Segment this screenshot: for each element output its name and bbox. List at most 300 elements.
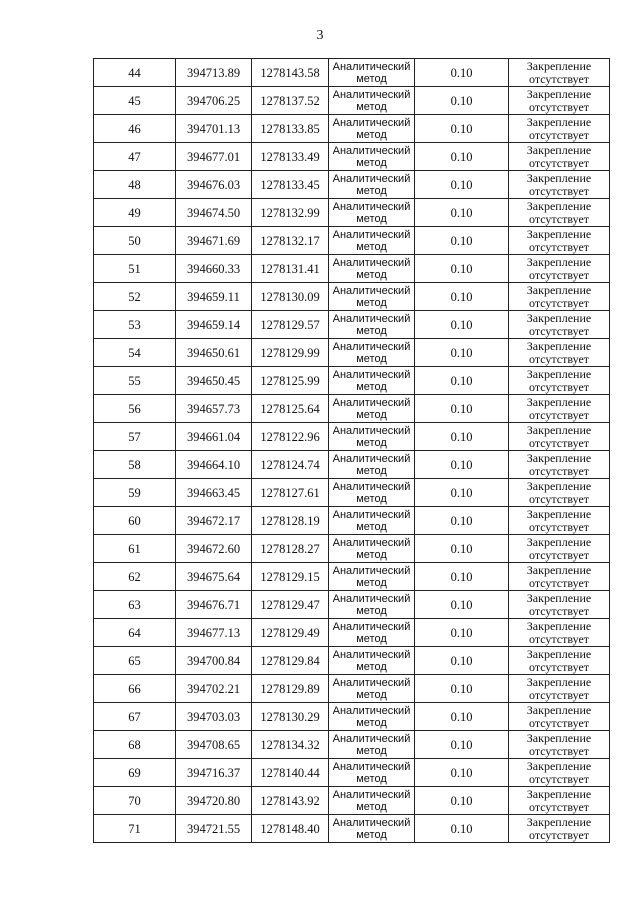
fixation-text: отсутствует (528, 183, 590, 198)
fixation-text: отсутствует (528, 491, 590, 506)
accuracy-cell: 0.10 (415, 787, 509, 815)
method-text: метод (356, 632, 387, 645)
fixation-cell (509, 255, 610, 283)
method-cell (329, 255, 415, 283)
fixation-text: Закрепление (526, 478, 592, 493)
accuracy-cell: 0.10 (415, 731, 509, 759)
fixation-text: отсутствует (528, 799, 590, 814)
fixation-text: отсутствует (528, 463, 590, 478)
fixation-cell (509, 703, 610, 731)
method-cell (329, 759, 415, 787)
method-text: Аналитический (332, 788, 411, 801)
method-text: метод (356, 296, 387, 309)
method-cell (329, 507, 415, 535)
fixation-cell (509, 563, 610, 591)
accuracy-cell: 0.10 (415, 367, 509, 395)
point-number-cell: 63 (94, 591, 176, 619)
method-text: Аналитический (332, 256, 411, 269)
x-coordinate-cell: 394672.60 (176, 535, 252, 563)
method-text: метод (356, 156, 387, 169)
y-coordinate-cell: 1278130.29 (252, 703, 329, 731)
x-coordinate-cell: 394677.13 (176, 619, 252, 647)
y-coordinate-cell: 1278143.58 (252, 59, 329, 87)
method-text: метод (356, 352, 387, 365)
x-coordinate-cell: 394661.04 (176, 423, 252, 451)
method-text: Аналитический (332, 732, 411, 745)
table-row (94, 367, 610, 395)
fixation-text: Закрепление (526, 786, 592, 801)
accuracy-cell: 0.10 (415, 255, 509, 283)
y-coordinate-cell: 1278129.57 (252, 311, 329, 339)
method-text: Аналитический (332, 760, 411, 773)
fixation-text: Закрепление (526, 702, 592, 717)
fixation-text: отсутствует (528, 267, 590, 282)
y-coordinate-cell: 1278124.74 (252, 451, 329, 479)
point-number-cell: 53 (94, 311, 176, 339)
method-text: Аналитический (332, 424, 411, 437)
method-text: метод (356, 324, 387, 337)
accuracy-cell: 0.10 (415, 59, 509, 87)
method-text: Аналитический (332, 60, 411, 73)
fixation-text: Закрепление (526, 254, 592, 269)
method-text: Аналитический (332, 88, 411, 101)
accuracy-cell: 0.10 (415, 479, 509, 507)
method-cell (329, 675, 415, 703)
point-number-cell: 59 (94, 479, 176, 507)
fixation-text: Закрепление (526, 86, 592, 101)
accuracy-cell: 0.10 (415, 115, 509, 143)
method-text: Аналитический (332, 648, 411, 661)
method-cell (329, 591, 415, 619)
page-number: 3 (316, 28, 324, 43)
fixation-cell (509, 395, 610, 423)
x-coordinate-cell: 394701.13 (176, 115, 252, 143)
fixation-text: Закрепление (526, 366, 592, 381)
fixation-cell (509, 647, 610, 675)
fixation-text: Закрепление (526, 590, 592, 605)
fixation-text: отсутствует (528, 743, 590, 758)
method-text: метод (356, 436, 387, 449)
x-coordinate-cell: 394674.50 (176, 199, 252, 227)
y-coordinate-cell: 1278129.47 (252, 591, 329, 619)
y-coordinate-cell: 1278140.44 (252, 759, 329, 787)
method-text: Аналитический (332, 592, 411, 605)
y-coordinate-cell: 1278129.15 (252, 563, 329, 591)
method-text: метод (356, 688, 387, 701)
fixation-text: Закрепление (526, 58, 592, 73)
point-number-cell: 70 (94, 787, 176, 815)
fixation-cell (509, 507, 610, 535)
accuracy-cell: 0.10 (415, 647, 509, 675)
fixation-text: отсутствует (528, 155, 590, 170)
table-row (94, 535, 610, 563)
fixation-cell (509, 283, 610, 311)
y-coordinate-cell: 1278125.64 (252, 395, 329, 423)
method-text: Аналитический (332, 480, 411, 493)
fixation-cell (509, 423, 610, 451)
method-text: Аналитический (332, 368, 411, 381)
point-number-cell: 49 (94, 199, 176, 227)
accuracy-cell: 0.10 (415, 759, 509, 787)
fixation-text: отсутствует (528, 631, 590, 646)
method-text: Аналитический (332, 172, 411, 185)
table-row (94, 311, 610, 339)
point-number-cell: 55 (94, 367, 176, 395)
fixation-cell (509, 171, 610, 199)
accuracy-cell: 0.10 (415, 87, 509, 115)
y-coordinate-cell: 1278133.49 (252, 143, 329, 171)
fixation-text: отсутствует (528, 407, 590, 422)
fixation-text: отсутствует (528, 547, 590, 562)
x-coordinate-cell: 394650.61 (176, 339, 252, 367)
method-text: Аналитический (332, 564, 411, 577)
point-number-cell: 67 (94, 703, 176, 731)
fixation-text: Закрепление (526, 338, 592, 353)
accuracy-cell: 0.10 (415, 591, 509, 619)
fixation-cell (509, 759, 610, 787)
accuracy-cell: 0.10 (415, 619, 509, 647)
point-number-cell: 60 (94, 507, 176, 535)
x-coordinate-cell: 394676.71 (176, 591, 252, 619)
x-coordinate-cell: 394659.11 (176, 283, 252, 311)
fixation-text: отсутствует (528, 211, 590, 226)
y-coordinate-cell: 1278129.49 (252, 619, 329, 647)
point-number-cell: 45 (94, 87, 176, 115)
x-coordinate-cell: 394700.84 (176, 647, 252, 675)
fixation-cell (509, 591, 610, 619)
fixation-text: отсутствует (528, 323, 590, 338)
method-text: Аналитический (332, 620, 411, 633)
coordinates-table (93, 58, 610, 843)
method-text: метод (356, 268, 387, 281)
accuracy-cell: 0.10 (415, 311, 509, 339)
y-coordinate-cell: 1278128.19 (252, 507, 329, 535)
method-text: метод (356, 800, 387, 813)
y-coordinate-cell: 1278129.99 (252, 339, 329, 367)
fixation-text: отсутствует (528, 827, 590, 842)
fixation-text: Закрепление (526, 618, 592, 633)
y-coordinate-cell: 1278133.45 (252, 171, 329, 199)
y-coordinate-cell: 1278137.52 (252, 87, 329, 115)
fixation-text: отсутствует (528, 379, 590, 394)
y-coordinate-cell: 1278148.40 (252, 815, 329, 843)
fixation-text: отсутствует (528, 295, 590, 310)
method-text: Аналитический (332, 508, 411, 521)
fixation-text: отсутствует (528, 239, 590, 254)
table-row (94, 675, 610, 703)
point-number-cell: 65 (94, 647, 176, 675)
y-coordinate-cell: 1278129.89 (252, 675, 329, 703)
table-row (94, 619, 610, 647)
point-number-cell: 44 (94, 59, 176, 87)
fixation-cell (509, 479, 610, 507)
coordinates-table-body (94, 59, 610, 843)
accuracy-cell: 0.10 (415, 563, 509, 591)
fixation-cell (509, 535, 610, 563)
fixation-cell (509, 87, 610, 115)
method-cell (329, 59, 415, 87)
fixation-cell (509, 339, 610, 367)
method-cell (329, 731, 415, 759)
fixation-cell (509, 59, 610, 87)
method-text: метод (356, 576, 387, 589)
fixation-text: Закрепление (526, 422, 592, 437)
method-text: метод (356, 716, 387, 729)
fixation-text: отсутствует (528, 351, 590, 366)
table-row (94, 563, 610, 591)
x-coordinate-cell: 394716.37 (176, 759, 252, 787)
point-number-cell: 68 (94, 731, 176, 759)
method-cell (329, 535, 415, 563)
method-cell (329, 311, 415, 339)
x-coordinate-cell: 394664.10 (176, 451, 252, 479)
fixation-cell (509, 731, 610, 759)
method-text: Аналитический (332, 200, 411, 213)
point-number-cell: 71 (94, 815, 176, 843)
method-cell (329, 423, 415, 451)
fixation-text: Закрепление (526, 562, 592, 577)
y-coordinate-cell: 1278132.17 (252, 227, 329, 255)
fixation-text: отсутствует (528, 659, 590, 674)
fixation-text: отсутствует (528, 687, 590, 702)
accuracy-cell: 0.10 (415, 171, 509, 199)
method-cell (329, 619, 415, 647)
method-text: Аналитический (332, 816, 411, 829)
table-row (94, 199, 610, 227)
fixation-text: Закрепление (526, 282, 592, 297)
table-row (94, 423, 610, 451)
x-coordinate-cell: 394663.45 (176, 479, 252, 507)
method-text: метод (356, 660, 387, 673)
y-coordinate-cell: 1278131.41 (252, 255, 329, 283)
method-text: метод (356, 380, 387, 393)
point-number-cell: 66 (94, 675, 176, 703)
method-cell (329, 339, 415, 367)
fixation-text: отсутствует (528, 435, 590, 450)
fixation-cell (509, 227, 610, 255)
table-row (94, 227, 610, 255)
method-cell (329, 479, 415, 507)
method-cell (329, 227, 415, 255)
x-coordinate-cell: 394702.21 (176, 675, 252, 703)
table-row (94, 59, 610, 87)
x-coordinate-cell: 394676.03 (176, 171, 252, 199)
accuracy-cell: 0.10 (415, 199, 509, 227)
method-cell (329, 199, 415, 227)
table-row (94, 591, 610, 619)
table-row (94, 283, 610, 311)
method-text: метод (356, 240, 387, 253)
fixation-cell (509, 619, 610, 647)
method-cell (329, 703, 415, 731)
method-cell (329, 143, 415, 171)
fixation-cell (509, 787, 610, 815)
fixation-cell (509, 311, 610, 339)
point-number-cell: 61 (94, 535, 176, 563)
fixation-text: отсутствует (528, 127, 590, 142)
point-number-cell: 62 (94, 563, 176, 591)
fixation-text: отсутствует (528, 99, 590, 114)
method-cell (329, 367, 415, 395)
accuracy-cell: 0.10 (415, 815, 509, 843)
method-text: метод (356, 548, 387, 561)
method-text: Аналитический (332, 284, 411, 297)
y-coordinate-cell: 1278130.09 (252, 283, 329, 311)
accuracy-cell: 0.10 (415, 451, 509, 479)
point-number-cell: 56 (94, 395, 176, 423)
table-row (94, 507, 610, 535)
accuracy-cell: 0.10 (415, 703, 509, 731)
x-coordinate-cell: 394708.65 (176, 731, 252, 759)
fixation-text: Закрепление (526, 198, 592, 213)
accuracy-cell: 0.10 (415, 227, 509, 255)
method-text: метод (356, 408, 387, 421)
table-row (94, 759, 610, 787)
y-coordinate-cell: 1278125.99 (252, 367, 329, 395)
y-coordinate-cell: 1278132.99 (252, 199, 329, 227)
fixation-text: отсутствует (528, 71, 590, 86)
x-coordinate-cell: 394677.01 (176, 143, 252, 171)
method-text: метод (356, 184, 387, 197)
method-text: метод (356, 520, 387, 533)
method-text: метод (356, 72, 387, 85)
fixation-text: отсутствует (528, 519, 590, 534)
method-text: Аналитический (332, 116, 411, 129)
table-row (94, 143, 610, 171)
fixation-text: Закрепление (526, 674, 592, 689)
fixation-text: Закрепление (526, 814, 592, 829)
accuracy-cell: 0.10 (415, 535, 509, 563)
x-coordinate-cell: 394659.14 (176, 311, 252, 339)
table-row (94, 255, 610, 283)
method-cell (329, 563, 415, 591)
point-number-cell: 64 (94, 619, 176, 647)
fixation-text: Закрепление (526, 534, 592, 549)
x-coordinate-cell: 394657.73 (176, 395, 252, 423)
method-text: Аналитический (332, 676, 411, 689)
method-cell (329, 451, 415, 479)
table-row (94, 171, 610, 199)
fixation-text: Закрепление (526, 142, 592, 157)
table-row (94, 815, 610, 843)
method-text: метод (356, 212, 387, 225)
method-text: метод (356, 492, 387, 505)
method-cell (329, 283, 415, 311)
fixation-text: Закрепление (526, 506, 592, 521)
x-coordinate-cell: 394671.69 (176, 227, 252, 255)
method-text: Аналитический (332, 228, 411, 241)
fixation-text: Закрепление (526, 226, 592, 241)
fixation-text: Закрепление (526, 758, 592, 773)
method-text: метод (356, 128, 387, 141)
accuracy-cell: 0.10 (415, 507, 509, 535)
method-cell (329, 87, 415, 115)
table-row (94, 87, 610, 115)
fixation-cell (509, 367, 610, 395)
accuracy-cell: 0.10 (415, 423, 509, 451)
fixation-cell (509, 815, 610, 843)
table-row (94, 479, 610, 507)
x-coordinate-cell: 394672.17 (176, 507, 252, 535)
fixation-text: отсутствует (528, 603, 590, 618)
y-coordinate-cell: 1278129.84 (252, 647, 329, 675)
accuracy-cell: 0.10 (415, 675, 509, 703)
y-coordinate-cell: 1278133.85 (252, 115, 329, 143)
fixation-text: Закрепление (526, 394, 592, 409)
table-row (94, 451, 610, 479)
accuracy-cell: 0.10 (415, 283, 509, 311)
method-text: метод (356, 604, 387, 617)
x-coordinate-cell: 394650.45 (176, 367, 252, 395)
point-number-cell: 51 (94, 255, 176, 283)
point-number-cell: 54 (94, 339, 176, 367)
table-row (94, 395, 610, 423)
method-text: Аналитический (332, 396, 411, 409)
point-number-cell: 47 (94, 143, 176, 171)
y-coordinate-cell: 1278122.96 (252, 423, 329, 451)
method-cell (329, 395, 415, 423)
point-number-cell: 46 (94, 115, 176, 143)
fixation-cell (509, 675, 610, 703)
accuracy-cell: 0.10 (415, 339, 509, 367)
point-number-cell: 50 (94, 227, 176, 255)
method-text: метод (356, 744, 387, 757)
point-number-cell: 69 (94, 759, 176, 787)
method-text: метод (356, 100, 387, 113)
method-text: метод (356, 772, 387, 785)
y-coordinate-cell: 1278128.27 (252, 535, 329, 563)
fixation-text: Закрепление (526, 114, 592, 129)
table-row (94, 731, 610, 759)
x-coordinate-cell: 394703.03 (176, 703, 252, 731)
fixation-text: Закрепление (526, 310, 592, 325)
x-coordinate-cell: 394721.55 (176, 815, 252, 843)
point-number-cell: 57 (94, 423, 176, 451)
fixation-cell (509, 199, 610, 227)
method-cell (329, 171, 415, 199)
method-text: Аналитический (332, 340, 411, 353)
accuracy-cell: 0.10 (415, 143, 509, 171)
y-coordinate-cell: 1278143.92 (252, 787, 329, 815)
point-number-cell: 58 (94, 451, 176, 479)
method-text: Аналитический (332, 704, 411, 717)
y-coordinate-cell: 1278134.32 (252, 731, 329, 759)
fixation-cell (509, 115, 610, 143)
fixation-cell (509, 143, 610, 171)
x-coordinate-cell: 394660.33 (176, 255, 252, 283)
accuracy-cell: 0.10 (415, 395, 509, 423)
point-number-cell: 48 (94, 171, 176, 199)
method-cell (329, 787, 415, 815)
method-text: Аналитический (332, 312, 411, 325)
fixation-text: отсутствует (528, 715, 590, 730)
fixation-text: отсутствует (528, 771, 590, 786)
x-coordinate-cell: 394720.80 (176, 787, 252, 815)
method-text: метод (356, 464, 387, 477)
method-cell (329, 647, 415, 675)
y-coordinate-cell: 1278127.61 (252, 479, 329, 507)
point-number-cell: 52 (94, 283, 176, 311)
x-coordinate-cell: 394675.64 (176, 563, 252, 591)
x-coordinate-cell: 394713.89 (176, 59, 252, 87)
table-row (94, 647, 610, 675)
table-row (94, 115, 610, 143)
table-row (94, 703, 610, 731)
method-text: Аналитический (332, 144, 411, 157)
fixation-text: Закрепление (526, 646, 592, 661)
x-coordinate-cell: 394706.25 (176, 87, 252, 115)
method-cell (329, 115, 415, 143)
